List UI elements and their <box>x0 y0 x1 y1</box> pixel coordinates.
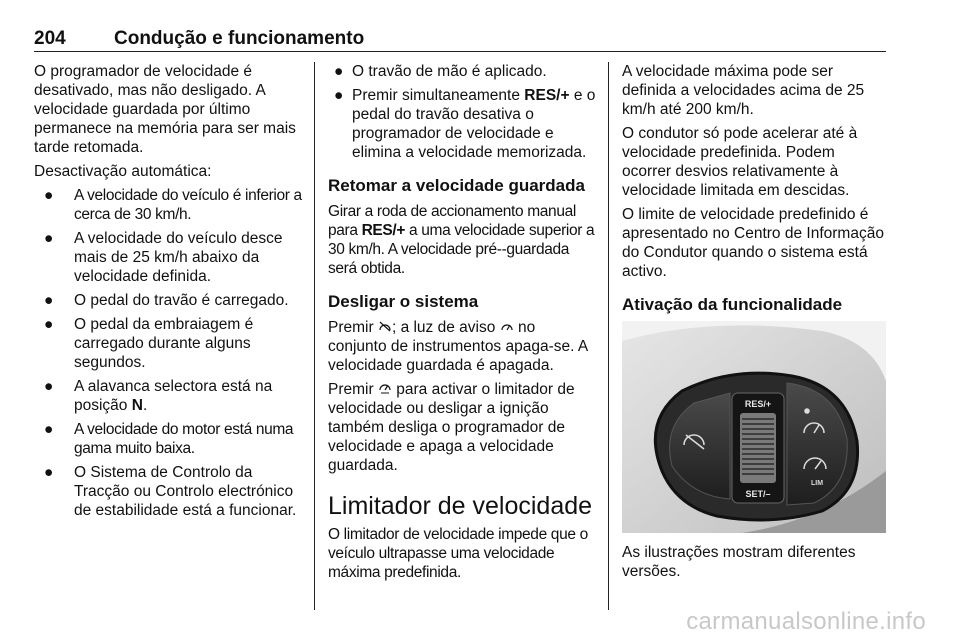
lim-label: LIM <box>810 480 824 487</box>
auto-off-list <box>34 186 304 520</box>
chapter-title: Condução e funcionamento <box>114 28 365 49</box>
figure-caption: As ilustrações mostram diferentes versões. <box>622 544 856 580</box>
list-item: ● Premir simultaneamente RES/+ e o pedal do travão desativa o programador de velocidade e elimina a velocidade memorizada. <box>334 87 596 161</box>
header-rule <box>34 51 886 52</box>
list-item: ● O pedal da embraiagem é carregado durante alguns segundos. <box>44 316 254 371</box>
watermark: carmanualsonline.info <box>686 608 926 635</box>
limiter-paragraph: O limitador de velocidade impede que o veículo ultrapasse uma velocidade máxima predefinida. <box>328 526 588 581</box>
list-item: ● O travão de mão é aplicado. <box>334 63 547 80</box>
heading-activation: Ativação da funcionalidade <box>622 295 843 314</box>
list-item: ● O pedal do travão é carregado. <box>44 292 289 309</box>
list-item: ● A alavanca selectora está na posição N. <box>44 378 273 414</box>
set-minus-label: SET/– <box>745 489 771 499</box>
list-item: ● A velocidade do motor está numa gama muito baixa. <box>44 421 294 457</box>
speed-limiter-icon <box>378 380 392 399</box>
column-divider-2 <box>608 62 609 610</box>
heading-resume-speed: Retomar a velocidade guardada <box>328 176 585 195</box>
steering-wheel-controls-illustration <box>622 321 886 533</box>
intro-paragraph: O programador de velocidade é desativado, mas não desligado. A velocidade guardada por último permanece na memória para ser mais tarde retomada. <box>34 63 296 156</box>
deactivation-list-continued <box>328 62 598 162</box>
heading-switch-off: Desligar o sistema <box>328 292 479 311</box>
list-item: ● A velocidade do veículo desce mais de 25 km/h abaixo da velocidade definida. <box>44 230 283 285</box>
limiter-switch-paragraph: Premir para activar o limitador de velocidade ou desligar a ignição também desliga o programador de velocidade e apaga a velocidade guardada. <box>328 381 575 474</box>
paragraph-max-speed: A velocidade máxima pode ser definida a velocidades acima de 25 km/h até 200 km/h. <box>622 63 865 118</box>
res-plus-label: RES/+ <box>744 399 772 409</box>
column-2 <box>328 62 598 587</box>
switch-off-paragraph: Premir ; a luz de aviso no conjunto de instrumentos apaga-se. A velocidade guardada é apagada. <box>328 319 588 374</box>
column-divider-1 <box>314 62 315 610</box>
auto-off-label: Desactivação automática: <box>34 163 212 180</box>
paragraph-display: O limite de velocidade predefinido é apresentado no Centro de Informação do Condutor quando o sistema está activo. <box>622 206 884 280</box>
column-1 <box>34 62 304 525</box>
cruise-cancel-icon <box>378 318 392 337</box>
paragraph-accelerate: O condutor só pode acelerar até à velocidade predefinida. Podem ocorrer desvios relativamente à velocidade limitada em descidas. <box>622 125 858 199</box>
list-item: ● A velocidade do veículo é inferior a cerca de 30 km/h. <box>44 187 302 223</box>
page-header <box>34 28 886 50</box>
resume-paragraph: Girar a roda de accionamento manual para RES/+ a uma velocidade superior a 30 km/h. A velocidade pré--guardada será obtida. <box>328 203 595 277</box>
cruise-control-icon <box>500 318 514 337</box>
column-3 <box>622 62 887 586</box>
page-number: 204 <box>34 28 66 49</box>
list-item: ● O Sistema de Controlo da Tracção ou Controlo electrónico de estabilidade está a funcionar. <box>44 464 297 519</box>
heading-speed-limiter: Limitador de velocidade <box>328 492 593 520</box>
